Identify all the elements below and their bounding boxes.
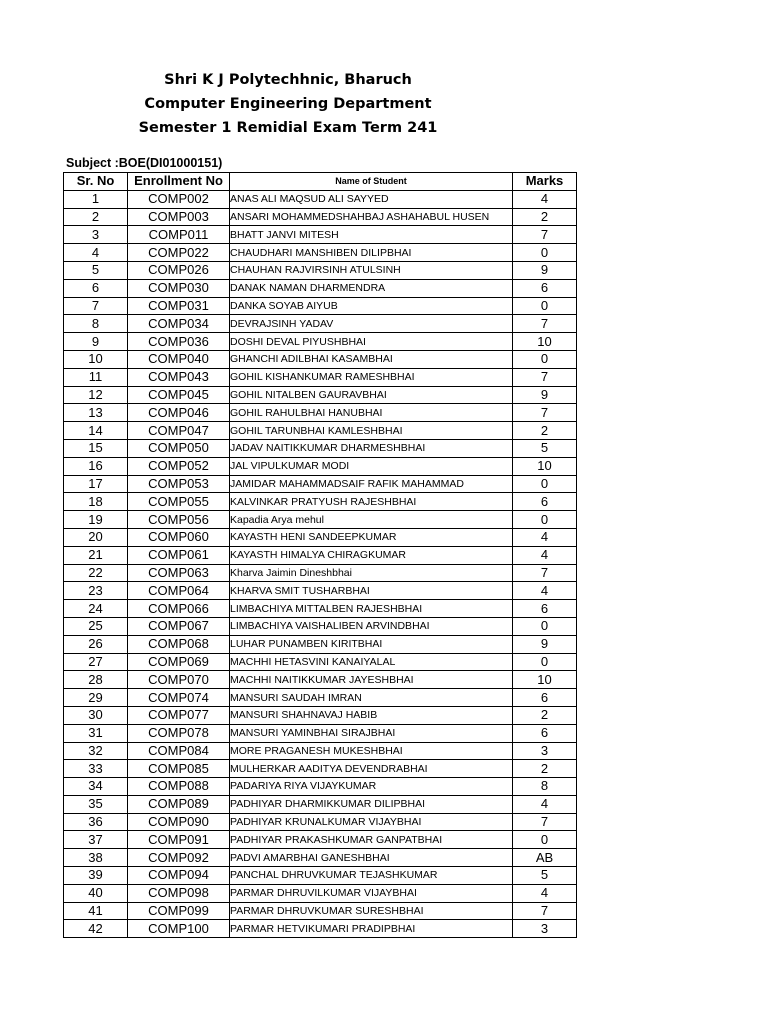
table-row [64, 902, 577, 920]
cell-enrollment-no: COMP074 [128, 689, 230, 707]
cell-enrollment-no: COMP060 [128, 528, 230, 546]
cell-sr-no: 2 [64, 208, 128, 226]
cell-enrollment-no: COMP045 [128, 386, 230, 404]
cell-student-name: KHARVA SMIT TUSHARBHAI [230, 582, 513, 600]
cell-sr-no: 27 [64, 653, 128, 671]
cell-student-name: DANKA SOYAB AIYUB [230, 297, 513, 315]
table-row [64, 333, 577, 351]
cell-student-name: KAYASTH HENI SANDEEPKUMAR [230, 528, 513, 546]
table-row [64, 297, 577, 315]
table-row [64, 208, 577, 226]
cell-enrollment-no: COMP055 [128, 493, 230, 511]
table-row [64, 600, 577, 618]
cell-sr-no: 19 [64, 511, 128, 529]
table-row [64, 884, 577, 902]
cell-marks: 7 [513, 813, 577, 831]
cell-sr-no: 41 [64, 902, 128, 920]
cell-marks: 10 [513, 457, 577, 475]
cell-marks: 6 [513, 600, 577, 618]
cell-marks: 6 [513, 279, 577, 297]
cell-marks: 6 [513, 689, 577, 707]
cell-enrollment-no: COMP056 [128, 511, 230, 529]
cell-enrollment-no: COMP091 [128, 831, 230, 849]
table-row [64, 439, 577, 457]
cell-sr-no: 26 [64, 635, 128, 653]
cell-marks: 7 [513, 404, 577, 422]
cell-marks: 3 [513, 742, 577, 760]
cell-sr-no: 34 [64, 778, 128, 796]
cell-enrollment-no: COMP066 [128, 600, 230, 618]
cell-enrollment-no: COMP002 [128, 190, 230, 208]
table-header-row [64, 173, 577, 191]
cell-sr-no: 8 [64, 315, 128, 333]
cell-marks: 5 [513, 867, 577, 885]
cell-student-name: MORE PRAGANESH MUKESHBHAI [230, 742, 513, 760]
cell-enrollment-no: COMP061 [128, 546, 230, 564]
table-row [64, 350, 577, 368]
cell-marks: 2 [513, 422, 577, 440]
cell-student-name: PARMAR DHRUVILKUMAR VIJAYBHAI [230, 884, 513, 902]
cell-sr-no: 36 [64, 813, 128, 831]
cell-marks: 9 [513, 635, 577, 653]
table-row [64, 795, 577, 813]
table-row [64, 546, 577, 564]
cell-enrollment-no: COMP022 [128, 244, 230, 262]
cell-student-name: MACHHI NAITIKKUMAR JAYESHBHAI [230, 671, 513, 689]
cell-marks: 0 [513, 350, 577, 368]
cell-marks: 0 [513, 617, 577, 635]
cell-student-name: GOHIL TARUNBHAI KAMLESHBHAI [230, 422, 513, 440]
cell-marks: 7 [513, 315, 577, 333]
document-header [0, 68, 576, 140]
cell-student-name: GOHIL RAHULBHAI HANUBHAI [230, 404, 513, 422]
cell-marks: 5 [513, 439, 577, 457]
cell-student-name: PADHIYAR DHARMIKKUMAR DILIPBHAI [230, 795, 513, 813]
cell-student-name: PADHIYAR KRUNALKUMAR VIJAYBHAI [230, 813, 513, 831]
cell-enrollment-no: COMP090 [128, 813, 230, 831]
cell-enrollment-no: COMP003 [128, 208, 230, 226]
cell-sr-no: 17 [64, 475, 128, 493]
table-row [64, 760, 577, 778]
cell-student-name: Kharva Jaimin Dineshbhai [230, 564, 513, 582]
cell-enrollment-no: COMP098 [128, 884, 230, 902]
table-row [64, 706, 577, 724]
cell-marks: 0 [513, 653, 577, 671]
cell-student-name: MULHERKAR AADITYA DEVENDRABHAI [230, 760, 513, 778]
cell-sr-no: 33 [64, 760, 128, 778]
cell-marks: 4 [513, 795, 577, 813]
cell-enrollment-no: COMP068 [128, 635, 230, 653]
cell-student-name: LIMBACHIYA MITTALBEN RAJESHBHAI [230, 600, 513, 618]
cell-enrollment-no: COMP046 [128, 404, 230, 422]
table-row [64, 867, 577, 885]
cell-enrollment-no: COMP040 [128, 350, 230, 368]
cell-marks: 7 [513, 226, 577, 244]
cell-student-name: KAYASTH HIMALYA CHIRAGKUMAR [230, 546, 513, 564]
cell-student-name: DANAK NAMAN DHARMENDRA [230, 279, 513, 297]
col-header-student-name: Name of Student [230, 173, 513, 191]
cell-enrollment-no: COMP092 [128, 849, 230, 867]
table-row [64, 493, 577, 511]
cell-sr-no: 21 [64, 546, 128, 564]
cell-enrollment-no: COMP089 [128, 795, 230, 813]
cell-enrollment-no: COMP099 [128, 902, 230, 920]
cell-enrollment-no: COMP036 [128, 333, 230, 351]
table-row [64, 653, 577, 671]
cell-student-name: GOHIL NITALBEN GAURAVBHAI [230, 386, 513, 404]
subject-label: Subject :BOE(DI01000151) [66, 156, 223, 170]
cell-marks: 0 [513, 244, 577, 262]
table-row [64, 564, 577, 582]
cell-sr-no: 31 [64, 724, 128, 742]
cell-marks: 0 [513, 297, 577, 315]
cell-marks: 3 [513, 920, 577, 938]
cell-sr-no: 9 [64, 333, 128, 351]
table-row [64, 724, 577, 742]
cell-sr-no: 12 [64, 386, 128, 404]
cell-marks: 9 [513, 261, 577, 279]
results-table [63, 172, 577, 938]
cell-marks: 4 [513, 190, 577, 208]
table-row [64, 261, 577, 279]
cell-marks: 6 [513, 493, 577, 511]
cell-marks: 0 [513, 475, 577, 493]
cell-enrollment-no: COMP011 [128, 226, 230, 244]
institute-name: Shri K J Polytechhnic, Bharuch [164, 72, 412, 88]
cell-marks: 4 [513, 546, 577, 564]
table-row [64, 849, 577, 867]
cell-student-name: PARMAR HETVIKUMARI PRADIPBHAI [230, 920, 513, 938]
cell-sr-no: 32 [64, 742, 128, 760]
table-row [64, 511, 577, 529]
cell-marks: 10 [513, 333, 577, 351]
table-row [64, 279, 577, 297]
cell-marks: 4 [513, 582, 577, 600]
cell-student-name: DOSHI DEVAL PIYUSHBHAI [230, 333, 513, 351]
col-header-enrollment-no: Enrollment No [128, 173, 230, 191]
cell-enrollment-no: COMP094 [128, 867, 230, 885]
table-row [64, 404, 577, 422]
cell-enrollment-no: COMP067 [128, 617, 230, 635]
cell-student-name: LUHAR PUNAMBEN KIRITBHAI [230, 635, 513, 653]
cell-student-name: JADAV NAITIKKUMAR DHARMESHBHAI [230, 439, 513, 457]
cell-sr-no: 40 [64, 884, 128, 902]
cell-sr-no: 13 [64, 404, 128, 422]
cell-enrollment-no: COMP084 [128, 742, 230, 760]
cell-enrollment-no: COMP030 [128, 279, 230, 297]
cell-student-name: Kapadia Arya mehul [230, 511, 513, 529]
table-row [64, 635, 577, 653]
cell-sr-no: 35 [64, 795, 128, 813]
cell-sr-no: 30 [64, 706, 128, 724]
cell-sr-no: 16 [64, 457, 128, 475]
cell-student-name: PARMAR DHRUVKUMAR SURESHBHAI [230, 902, 513, 920]
cell-sr-no: 24 [64, 600, 128, 618]
cell-sr-no: 37 [64, 831, 128, 849]
cell-enrollment-no: COMP047 [128, 422, 230, 440]
cell-marks: 2 [513, 208, 577, 226]
cell-enrollment-no: COMP100 [128, 920, 230, 938]
cell-student-name: JAMIDAR MAHAMMADSAIF RAFIK MAHAMMAD [230, 475, 513, 493]
table-row [64, 475, 577, 493]
table-row [64, 689, 577, 707]
cell-marks: 9 [513, 386, 577, 404]
cell-student-name: MANSURI SAUDAH IMRAN [230, 689, 513, 707]
cell-enrollment-no: COMP052 [128, 457, 230, 475]
cell-student-name: PADHIYAR PRAKASHKUMAR GANPATBHAI [230, 831, 513, 849]
table-row [64, 422, 577, 440]
cell-sr-no: 29 [64, 689, 128, 707]
cell-student-name: MANSURI YAMINBHAI SIRAJBHAI [230, 724, 513, 742]
cell-student-name: ANSARI MOHAMMEDSHAHBAJ ASHAHABUL HUSEN [230, 208, 513, 226]
cell-sr-no: 1 [64, 190, 128, 208]
col-header-marks: Marks [513, 173, 577, 191]
cell-enrollment-no: COMP064 [128, 582, 230, 600]
table-row [64, 368, 577, 386]
table-row [64, 315, 577, 333]
cell-enrollment-no: COMP085 [128, 760, 230, 778]
cell-student-name: KALVINKAR PRATYUSH RAJESHBHAI [230, 493, 513, 511]
cell-sr-no: 25 [64, 617, 128, 635]
table-row [64, 244, 577, 262]
cell-sr-no: 28 [64, 671, 128, 689]
cell-marks: 4 [513, 884, 577, 902]
cell-sr-no: 4 [64, 244, 128, 262]
cell-sr-no: 5 [64, 261, 128, 279]
cell-marks: 8 [513, 778, 577, 796]
cell-student-name: CHAUDHARI MANSHIBEN DILIPBHAI [230, 244, 513, 262]
cell-student-name: GHANCHI ADILBHAI KASAMBHAI [230, 350, 513, 368]
cell-student-name: JAL VIPULKUMAR MODI [230, 457, 513, 475]
cell-student-name: GOHIL KISHANKUMAR RAMESHBHAI [230, 368, 513, 386]
table-row [64, 920, 577, 938]
cell-enrollment-no: COMP034 [128, 315, 230, 333]
table-body [64, 190, 577, 937]
cell-marks: 2 [513, 760, 577, 778]
cell-student-name: PADARIYA RIYA VIJAYKUMAR [230, 778, 513, 796]
department-name: Computer Engineering Department [144, 96, 432, 112]
cell-marks: AB [513, 849, 577, 867]
table-row [64, 671, 577, 689]
cell-marks: 7 [513, 564, 577, 582]
table-row [64, 386, 577, 404]
table-row [64, 582, 577, 600]
cell-sr-no: 39 [64, 867, 128, 885]
cell-sr-no: 15 [64, 439, 128, 457]
cell-student-name: MANSURI SHAHNAVAJ HABIB [230, 706, 513, 724]
cell-student-name: DEVRAJSINH YADAV [230, 315, 513, 333]
cell-enrollment-no: COMP078 [128, 724, 230, 742]
table-row [64, 778, 577, 796]
table-row [64, 226, 577, 244]
cell-sr-no: 38 [64, 849, 128, 867]
cell-enrollment-no: COMP043 [128, 368, 230, 386]
cell-sr-no: 14 [64, 422, 128, 440]
cell-sr-no: 23 [64, 582, 128, 600]
cell-marks: 7 [513, 902, 577, 920]
table-row [64, 813, 577, 831]
cell-sr-no: 7 [64, 297, 128, 315]
cell-sr-no: 20 [64, 528, 128, 546]
cell-enrollment-no: COMP050 [128, 439, 230, 457]
cell-student-name: PANCHAL DHRUVKUMAR TEJASHKUMAR [230, 867, 513, 885]
cell-enrollment-no: COMP077 [128, 706, 230, 724]
cell-sr-no: 3 [64, 226, 128, 244]
cell-enrollment-no: COMP026 [128, 261, 230, 279]
cell-marks: 6 [513, 724, 577, 742]
cell-marks: 4 [513, 528, 577, 546]
table-row [64, 831, 577, 849]
cell-student-name: BHATT JANVI MITESH [230, 226, 513, 244]
table-row [64, 528, 577, 546]
table-row [64, 742, 577, 760]
cell-enrollment-no: COMP069 [128, 653, 230, 671]
cell-marks: 7 [513, 368, 577, 386]
cell-marks: 10 [513, 671, 577, 689]
cell-marks: 0 [513, 511, 577, 529]
cell-marks: 2 [513, 706, 577, 724]
cell-student-name: ANAS ALI MAQSUD ALI SAYYED [230, 190, 513, 208]
cell-enrollment-no: COMP053 [128, 475, 230, 493]
exam-title: Semester 1 Remidial Exam Term 241 [138, 120, 438, 136]
cell-sr-no: 18 [64, 493, 128, 511]
cell-student-name: LIMBACHIYA VAISHALIBEN ARVINDBHAI [230, 617, 513, 635]
cell-sr-no: 10 [64, 350, 128, 368]
cell-student-name: PADVI AMARBHAI GANESHBHAI [230, 849, 513, 867]
cell-student-name: MACHHI HETASVINI KANAIYALAL [230, 653, 513, 671]
cell-sr-no: 22 [64, 564, 128, 582]
col-header-sr-no: Sr. No [64, 173, 128, 191]
cell-enrollment-no: COMP070 [128, 671, 230, 689]
cell-enrollment-no: COMP031 [128, 297, 230, 315]
cell-sr-no: 6 [64, 279, 128, 297]
cell-sr-no: 42 [64, 920, 128, 938]
table-row [64, 617, 577, 635]
cell-student-name: CHAUHAN RAJVIRSINH ATULSINH [230, 261, 513, 279]
cell-marks: 0 [513, 831, 577, 849]
table-row [64, 457, 577, 475]
cell-sr-no: 11 [64, 368, 128, 386]
table-row [64, 190, 577, 208]
cell-enrollment-no: COMP088 [128, 778, 230, 796]
cell-enrollment-no: COMP063 [128, 564, 230, 582]
